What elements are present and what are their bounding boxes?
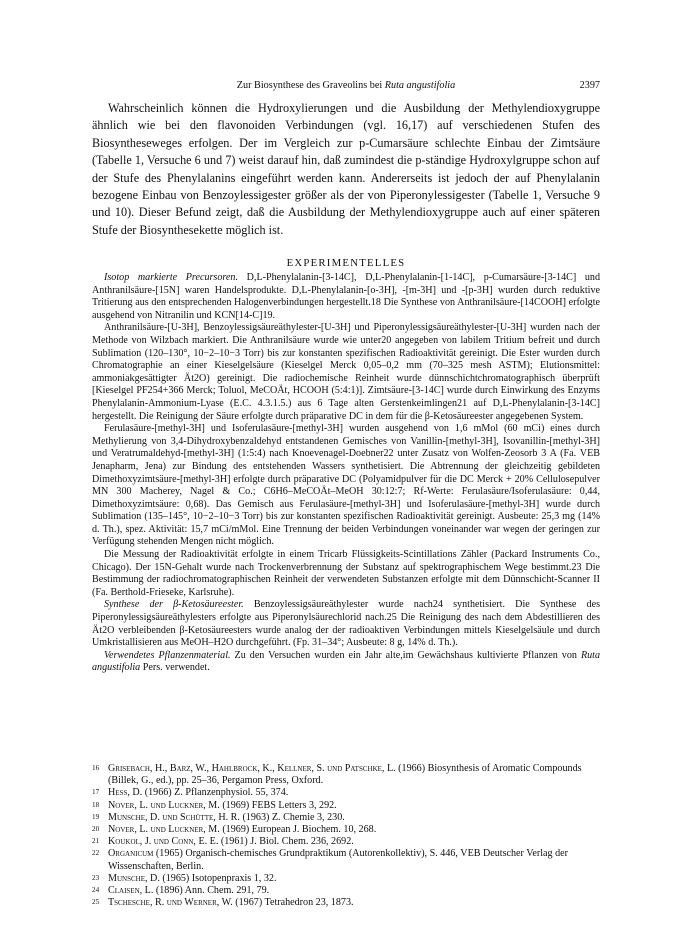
paragraph-radioactivity: Die Messung der Radioaktivität erfolgte in einem Tricarb Flüssigkeits-Scintillations Zähler (Packard Instruments Co., Chicago). Der 15N-Gehalt wurde nach Trockenverbrennung der Substanz auf spektrographischem Wege bestimmt.23 Die Bestimmung der radiochromatographischen Reinheit der verwendeten Substanzen erfolgte mit dem Dünnschicht-Scanner II (Fa. Berthold-Frieseke, Karlsruhe). xyxy=(92,549,600,598)
reference-item: 24 Claisen, L. (1896) Ann. Chem. 291, 79. xyxy=(92,885,270,897)
reference-item: 23 Munsche, D. (1965) Isotopenpraxis 1, 32. xyxy=(92,872,277,884)
reference-item: 21 Koukol, J. und Conn, E. E. (1961) J. Biol. Chem. 236, 2692. xyxy=(92,836,354,848)
reference-item: 20 Nover, L. und Luckner, M. (1969) European J. Biochem. 10, 268. xyxy=(92,824,377,836)
paragraph-tritium-labeling: Anthranilsäure-[U-3H], Benzoylessigsäureäthylester-[U-3H] und Piperonylessigsäureäthylester-[U-3H] wurden nach der Methode von Wilzbach markiert. Die Anthranilsäure wurde wie unter20 angegeben von labilem Tritium befreit und durch Sublimation (120–130°, 10−2–10−3 Torr) bis zur konstanten spezifischen Radioaktivität gereinigt. Die Ester wurden durch Chromatographie an einer Kieselgelsäure (Kieselgel Merck 0,05–0,2 mm (70–325 mesh ASTM); Elutionsmittel: ammoniakgesättigter Ät2O) gereinigt. Die radiochemische Reinheit wurde dünnschichtchromatographisch überprüft [Kieselgel PF254+366 Merck; Toluol, MeCOÄt, HCOOH (5:4:1)]. Zimtsäure-[3-14C] wurde durch Einwirkung des Enzyms Phenylalanin-Ammonium-Lyase (E.C. 4.3.1.5.) aus 6 Tage alten Gerstenkeimlingen21 auf D,L-Phenylalanin-[3-14C] hergestellt. Die Reinigung der Säure erfolgte durch präparative DC in dem für die β-Ketosäureester angegebenen System. xyxy=(92,322,600,422)
paragraph-label: Verwendetes Pflanzenmaterial. xyxy=(104,649,231,661)
paragraph-ketoester-synthesis: Synthese der β-Ketosäureester. Benzoylessigsäureäthylester wurde nach24 synthetisiert. Die Synthese des Piperonylessigsäureäthylesters erfolgte aus Piperonylsäurechlorid nach.25 Die Reinigung des nach dem Abdestillieren des Ät2O verbleibenden β-Ketosäureesters wurde analog der der radioaktiven Verbindungen mittels Kieselgelsäule und durch Umkristallisieren aus MeOH–H2O durchgeführt. (Fp. 31–34°; Ausbeute: 8 g, 14% d. Th.). xyxy=(92,599,600,649)
paragraph-precursors: Isotop markierte Precursoren. D,L-Phenylalanin-[3-14C], D,L-Phenylalanin-[1-14C], p-Cumarsäure-[3-14C] und Anthranilsäure-[15N] waren Handelsprodukte. D,L-Phenylalanin-[o-3H], -[m-3H] und -[p-3H] wurden durch reduktive Tritierung aus den entsprechenden Halogenverbindungen hergestellt.18 Die Synthese von Anthranilsäure-[14COOH] erfolgte ausgehend von Nitranilin und KCN[14-C]19. xyxy=(92,272,601,321)
reference-list xyxy=(92,763,600,909)
paragraph-plant-material: Verwendetes Pflanzenmaterial. Zu den Versuchen wurden ein Jahr alte,im Gewächshaus kultivierte Pflanzen von Ruta angustifolia Pers. verwendet. xyxy=(92,649,601,674)
paragraph-ferulic-acid: Ferulasäure-[methyl-3H] und Isoferulasäure-[methyl-3H] wurden ausgehend von 1,6 mMol (60 mCi) eines durch Methylierung von 3,4-Dihydroxybenzaldehyd entstandenen Gemisches von Vanillin-[methyl-3H], Isovanillin-[methyl-3H] und Veratrumaldehyd-[methyl-3H] (1:5:4) nach Knoevenagel-Doebner22 unter Zusatz von Wolfen-Zeosorb 3 A (Fa. VEB Jenapharm, Jena) zur Bindung des entstehenden Wassers synthetisiert. Die Abtrennung der gleichzeitig gebildeten Dimethoxyzimtsäure-[methyl-3H] erfolgte durch präparative DC (Polyamidpulver für die DC Merck + 20% Cellulosepulver MN 300 Macherey, Nagel & Co.; C6H6–MeCOÄt–MeOH 30:12:7; Rf-Werte: Ferulasäure/Isoferulasäure: 0,44, Dimethoxyzimtsäure: 0,68). Das Gemisch aus Ferulasäure-[methyl-3H] und Isoferulasäure-[methyl-3H] wurde durch Sublimation (135–145°, 10−2–10−3 Torr) bis zur konstanten spezifischen Radioaktivität gereinigt. Ausbeute: 25,3 mg (14% d. Th.), spez. Aktivität: 15,7 mCi/mMol. Eine Trennung der beiden Verbindungen voneinander war wegen der geringen zur Verfügung stehenden Mengen nicht möglich. xyxy=(92,423,600,548)
reference-item: 25 Tschesche, R. und Werner, W. (1967) Tetrahedron 23, 1873. xyxy=(92,897,354,909)
section-heading: EXPERIMENTELLES xyxy=(286,257,406,269)
reference-item: 17 Hess, D. (1966) Z. Pflanzenphysiol. 55, 374. xyxy=(92,787,289,799)
running-head xyxy=(92,80,600,94)
experimental-section xyxy=(92,272,600,675)
page-number: 2397 xyxy=(579,80,600,91)
reference-item: 18 Nover, L. und Luckner, M. (1969) FEBS Letters 3, 292. xyxy=(92,799,337,811)
reference-item: 16 Grisebach, H., Barz, W., Hahlbrock, K., Kellner, S. und Patschke, L. (1966) Biosynthesis of Aromatic Compounds (Billek, G., ed.), pp. 25–36, Pergamon Press, Oxford. xyxy=(92,763,582,787)
running-head-title: Zur Biosynthese des Graveolins bei Ruta angustifolia xyxy=(236,80,456,91)
intro-paragraph: Wahrscheinlich können die Hydroxylierungen und die Ausbildung der Methylendioxygruppe ähnlich wie bei den flavonoiden Verbindungen (vgl. 16,17) auf verschiedenen Stufen des Biosyntheseweges erfolgen. Der im Vergleich zur p-Cumarsäure schlechte Einbau der Zimtsäure (Tabelle 1, Versuche 6 und 7) weist darauf hin, daß zumindest die p-ständige Hydroxylgruppe schon auf der Stufe des Phenylalanins eingeführt werden kann. Andererseits ist jedoch der auf Phenylalanin bezogene Einbau von Benzoylessigester größer als der von Piperonylessigester (Tabelle 1, Versuche 9 und 10). Dieser Befund zeigt, daß die Ausbildung der Methylendioxygruppe auch auf einer späteren Stufe der Biosynthesekette möglich ist. xyxy=(92,101,600,237)
reference-item: 19 Munsche, D. und Schütte, H. R. (1963) Z. Chemie 3, 230. xyxy=(92,811,345,823)
paragraph-label: Isotop markierte Precursoren. xyxy=(104,272,239,283)
reference-item: 22 Organicum (1965) Organisch-chemisches Grundpraktikum (Autorenkollektiv), S. 446, VEB Deutscher Verlag der Wissenschaften, Berlin. xyxy=(92,848,568,872)
paragraph-label: Synthese der β-Ketosäureester. xyxy=(104,599,244,611)
